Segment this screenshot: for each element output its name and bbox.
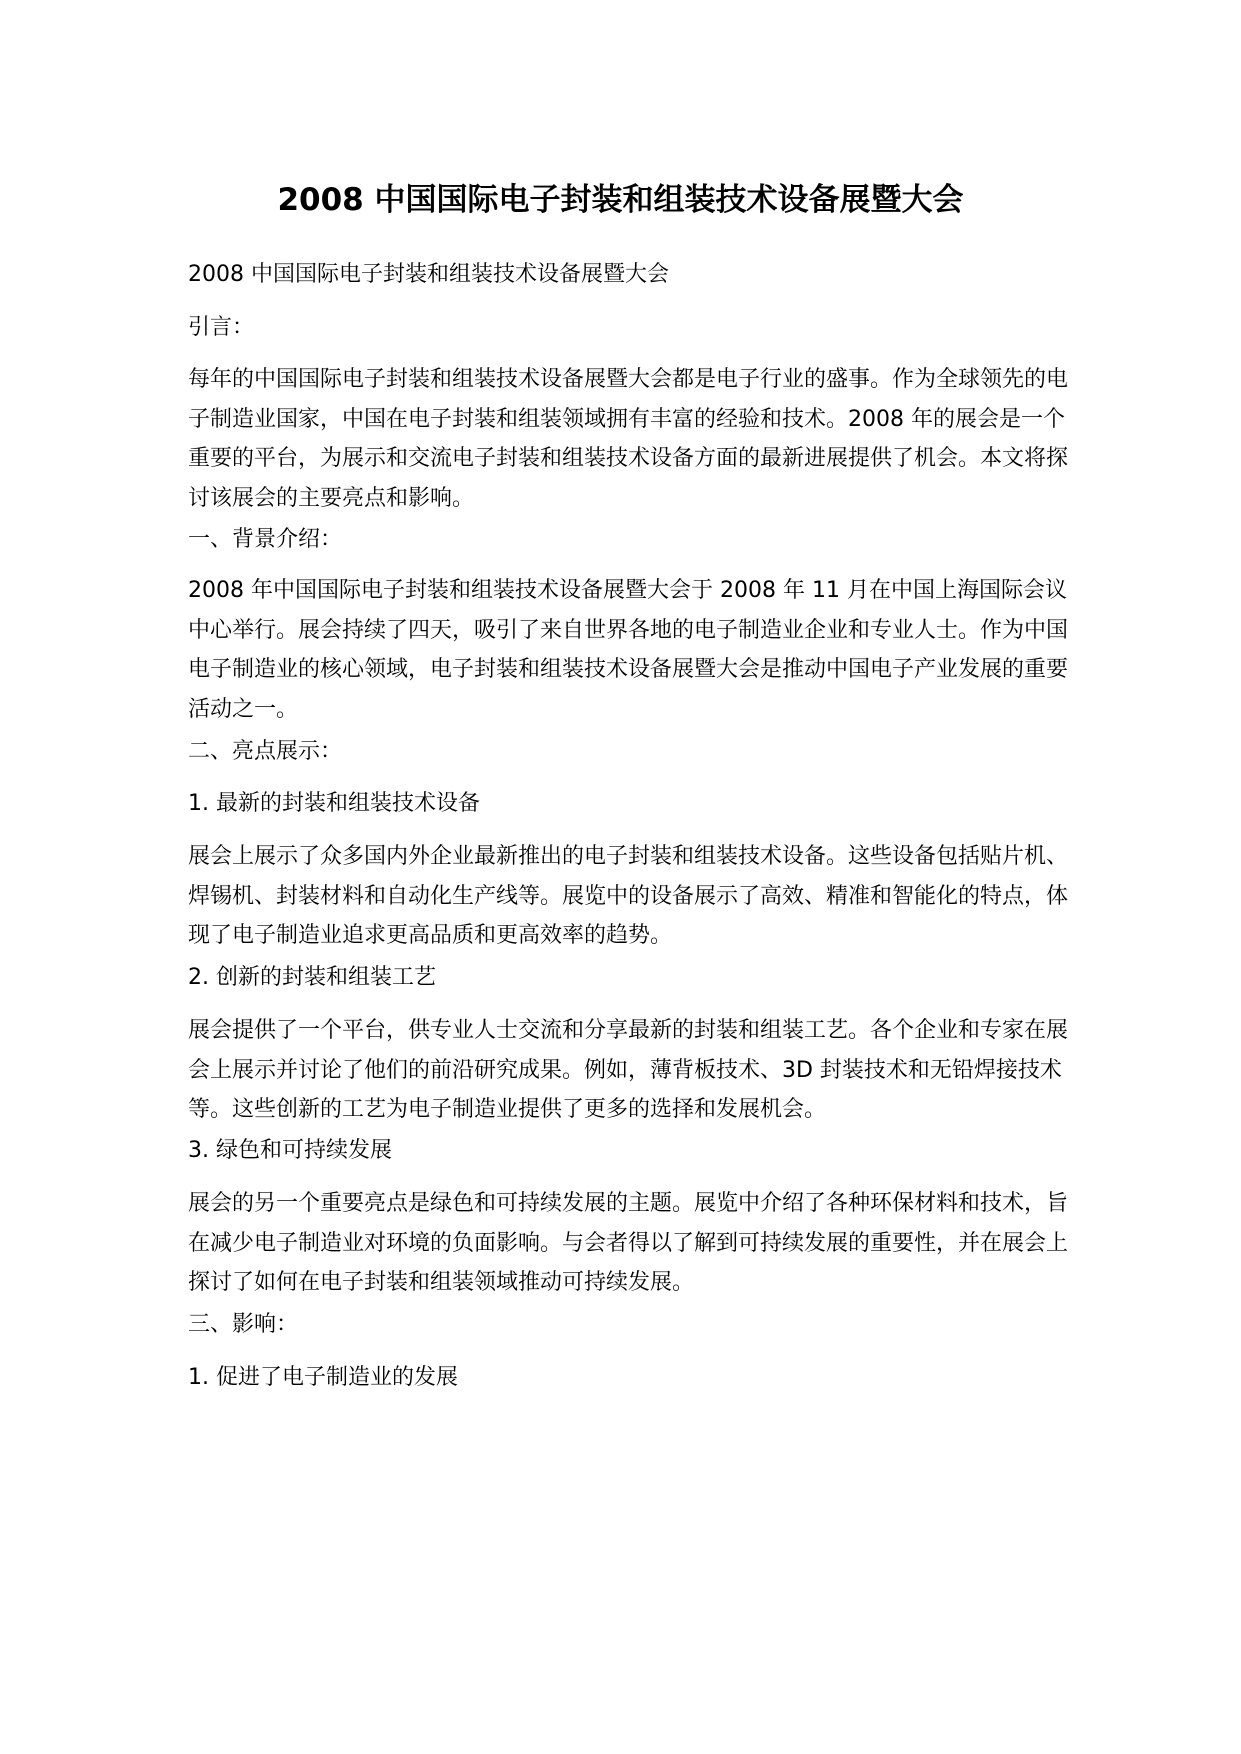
item3-paragraph: 展会的另一个重要亮点是绿色和可持续发展的主题。展览中介绍了各种环保材料和技术，旨在减少电子制造业对环境的负面影响。与会者得以了解到可持续发展的重要性，并在展会上探讨了如何在电子封装和组装领域推动可持续发展。 xyxy=(188,1191,1069,1295)
document-title: 2008 中国国际电子封装和组装技术设备展暨大会 xyxy=(277,182,964,218)
section2-heading: 二、亮点展示： xyxy=(188,739,343,764)
item1-heading: 1. 最新的封装和组装技术设备 xyxy=(188,791,480,816)
impact1-heading: 1. 促进了电子制造业的发展 xyxy=(188,1365,458,1390)
item1-paragraph: 展会上展示了众多国内外企业最新推出的电子封装和组装技术设备。这些设备包括贴片机、焊锡机、封装材料和自动化生产线等。展览中的设备展示了高效、精准和智能化的特点，体现了电子制造业追求更高品质和更高效率的趋势。 xyxy=(188,844,1069,948)
intro-paragraph: 每年的中国国际电子封装和组装技术设备展暨大会都是电子行业的盛事。作为全球领先的电子制造业国家，中国在电子封装和组装领域拥有丰富的经验和技术。2008 年的展会是一个重要的平台，为展示和交流电子封装和组装技术设备方面的最新进展提供了机会。本文将探讨该展会的主要亮点和影响。 xyxy=(188,367,1069,511)
item3-heading: 3. 绿色和可持续发展 xyxy=(188,1138,392,1163)
item2-paragraph: 展会提供了一个平台，供专业人士交流和分享最新的封装和组装工艺。各个企业和专家在展会上展示并讨论了他们的前沿研究成果。例如，薄背板技术、3D 封装技术和无铅焊接技术等。这些创新的工艺为电子制造业提供了更多的选择和发展机会。 xyxy=(188,1018,1069,1122)
section1-paragraph: 2008 年中国国际电子封装和组装技术设备展暨大会于 2008 年 11 月在中国上海国际会议中心举行。展会持续了四天，吸引了来自世界各地的电子制造业企业和专业人士。作为中国电子制造业的核心领域，电子封装和组装技术设备展暨大会是推动中国电子产业发展的重要活动之一。 xyxy=(188,578,1069,722)
document-subtitle: 2008 中国国际电子封装和组装技术设备展暨大会 xyxy=(188,262,669,287)
section1-heading: 一、背景介绍： xyxy=(188,527,343,552)
section3-heading: 三、影响： xyxy=(188,1312,299,1337)
intro-heading: 引言： xyxy=(188,315,255,340)
item2-heading: 2. 创新的封装和组装工艺 xyxy=(188,965,436,990)
